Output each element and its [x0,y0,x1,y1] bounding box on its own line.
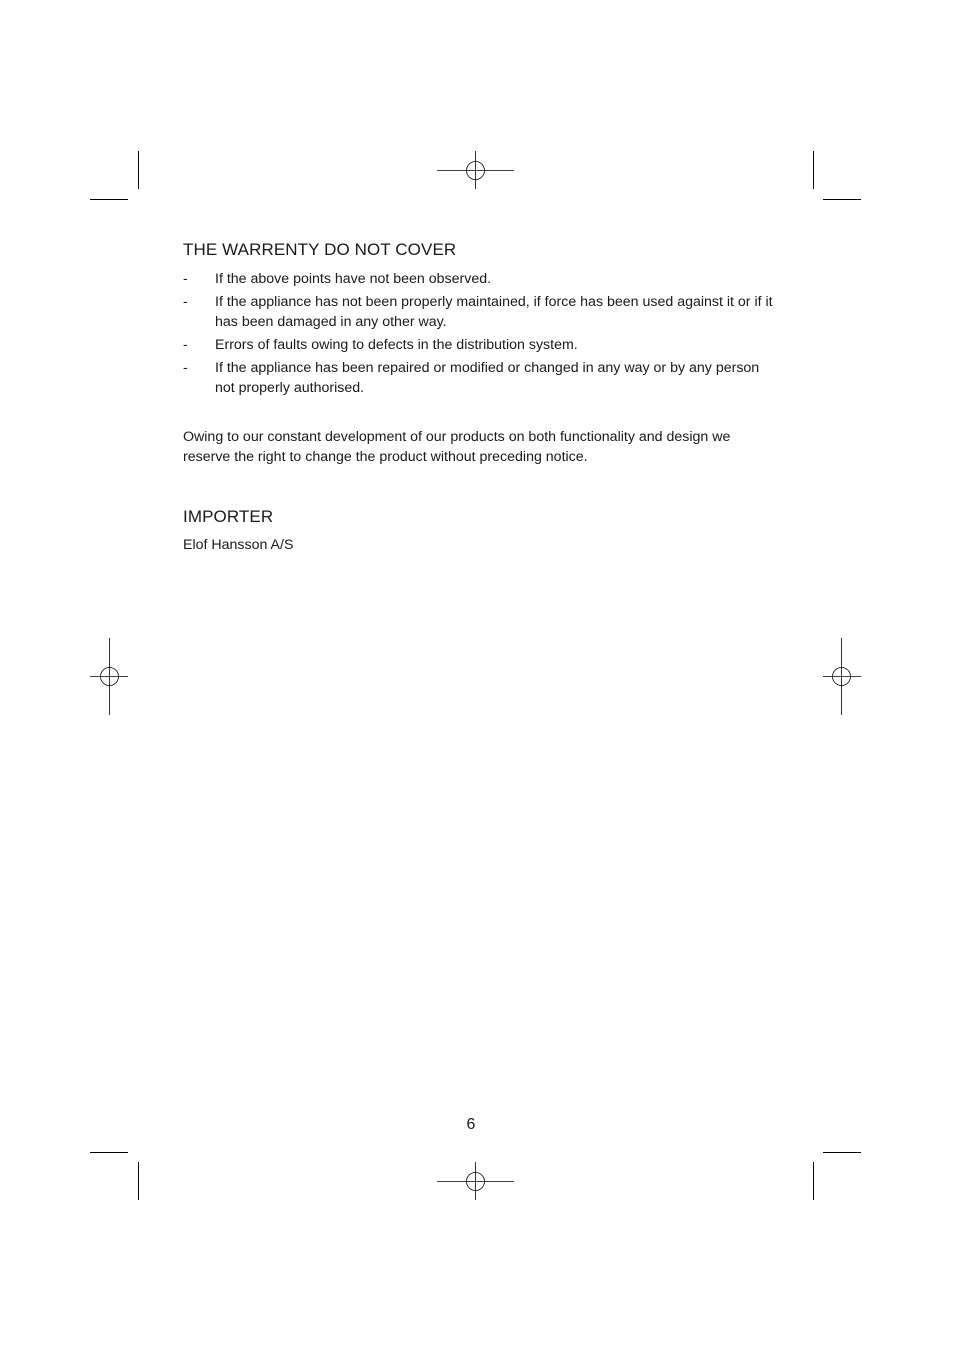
importer-heading: IMPORTER [183,507,274,526]
bullet-dash: - [183,337,188,353]
warranty-heading: THE WARRENTY DO NOT COVER [183,240,457,259]
list-item-text: If the appliance has not been properly maintained, if force has been used against it or if it has been damaged in any other way. [215,294,773,330]
list-item-text: Errors of faults owing to defects in the distribution system. [215,337,578,353]
page-number: 6 [466,1116,476,1133]
registration-mark-bottom [437,1162,514,1200]
warranty-exclusions-list [183,269,773,398]
list-item-text: If the appliance has been repaired or modified or changed in any way or by any person not properly authorised. [215,360,760,396]
list-item [183,292,773,332]
list-item [183,269,773,289]
importer-name: Elof Hansson A/S [183,537,294,553]
page-content [183,239,773,555]
bullet-dash: - [183,360,188,376]
bullet-dash: - [183,271,188,287]
bullet-dash: - [183,294,188,310]
list-item [183,335,773,355]
product-change-notice: Owing to our constant development of our products on both functionality and design we reserve the right to change the product without preceding notice. [183,429,731,465]
registration-mark-right [823,638,861,715]
registration-mark-left [90,638,128,715]
registration-mark-top [437,151,514,189]
list-item [183,358,773,398]
list-item-text: If the above points have not been observed. [215,271,492,287]
